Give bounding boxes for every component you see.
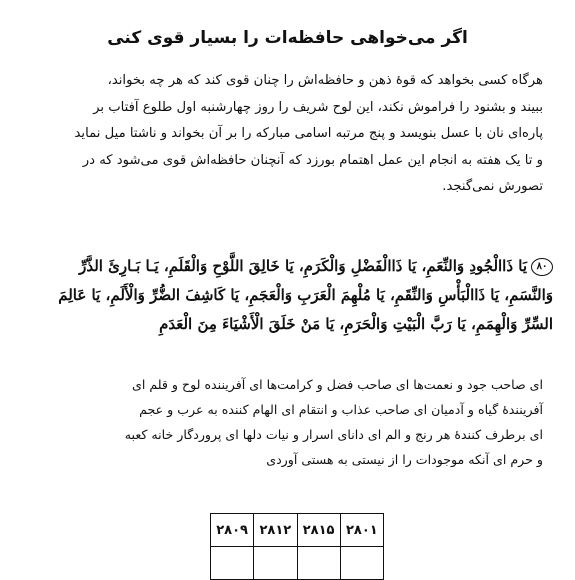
prayer-line-text: يَا ذَاالْجُودِ وَالنِّعَمِ، يَا ذَاالْفَضْلِ وَالْكَرَمِ، يَا خَالِقَ اللَّوْحِ وَالْقَلَمِ، يَـا بَـارِئَ الذَّرِّ (79, 257, 527, 275)
prayer-number-badge: ۸۰ (531, 258, 553, 276)
grid-cell: ۲۸۱۲ (254, 514, 297, 547)
persian-translation (92, 372, 543, 472)
paragraph-line: و تا یک هفته به انجام این عمل اهتمام بورزد که آنچنان حافظه‌اش قوی می‌شود که در (82, 152, 543, 168)
grid-cell (254, 547, 297, 580)
grid-cell (211, 547, 254, 580)
grid-cell: ۲۸۰۹ (211, 514, 254, 547)
grid-cell: ۲۸۱۵ (297, 514, 340, 547)
grid-cell: ۲۸۰۱ (340, 514, 383, 547)
number-grid-table (210, 513, 384, 580)
arabic-prayer (16, 252, 553, 339)
translation-line: آفرینندهٔ گیاه و آدمیان ای صاحب عذاب و انتقام ای الهام کننده به عرب و عجم (139, 402, 543, 417)
instructions-paragraph (30, 68, 543, 201)
grid-cell (297, 547, 340, 580)
translation-line: ای صاحب جود و نعمت‌ها ای صاحب فضل و کرامت‌ها ای آفریننده لوح و قلم ای (131, 377, 543, 392)
translation-line: و حرم ای آنکه موجودات را از نیستی به هستی آوردی (266, 452, 543, 467)
paragraph-line: ببیند و بشنود را فراموش نکند، این لوح شریف را روز چهارشنبه اول طلوع آفتاب بر (93, 99, 543, 115)
page-title: اگر می‌خواهی حافظه‌ات را بسیار قوی کنی (107, 28, 468, 48)
table-row (211, 547, 384, 580)
paragraph-line: پاره‌ای نان با عسل بنویسد و پنج مرتبه اسامی مبارکه را بر آن بخواند و ناشتا میل نماید (74, 126, 543, 141)
prayer-line: السِّرِّ وَالْهِمَمِ، يَا رَبَّ الْبَيْتِ وَالْحَرَمِ، يَا مَنْ خَلَقَ الْأَشْيَاءَ مِنَ الْعَدَمِ (159, 315, 553, 333)
prayer-line (16, 252, 553, 281)
paragraph-line: تصورش نمی‌گنجد. (442, 179, 543, 194)
translation-line: ای برطرف کنندهٔ هر رنج و الم ای دانای اسرار و نیات دلها ای پروردگار خانه کعبه (124, 427, 543, 442)
table-row (211, 514, 384, 547)
grid-cell (340, 547, 383, 580)
prayer-line: وَالنَّسَمِ، يَا ذَاالْبَأْسِ وَالنِّقَمِ، يَا مُلْهِمَ الْعَرَبِ وَالْعَجَمِ، يَا كَاشِفَ الضُّرِّ وَالْأَلَمِ، يَا عَالِمَ (58, 286, 553, 304)
paragraph-line: هرگاه کسی بخواهد که قوهٔ ذهن و حافظه‌اش را چنان قوی کند که هر چه بخواند، (107, 73, 543, 88)
